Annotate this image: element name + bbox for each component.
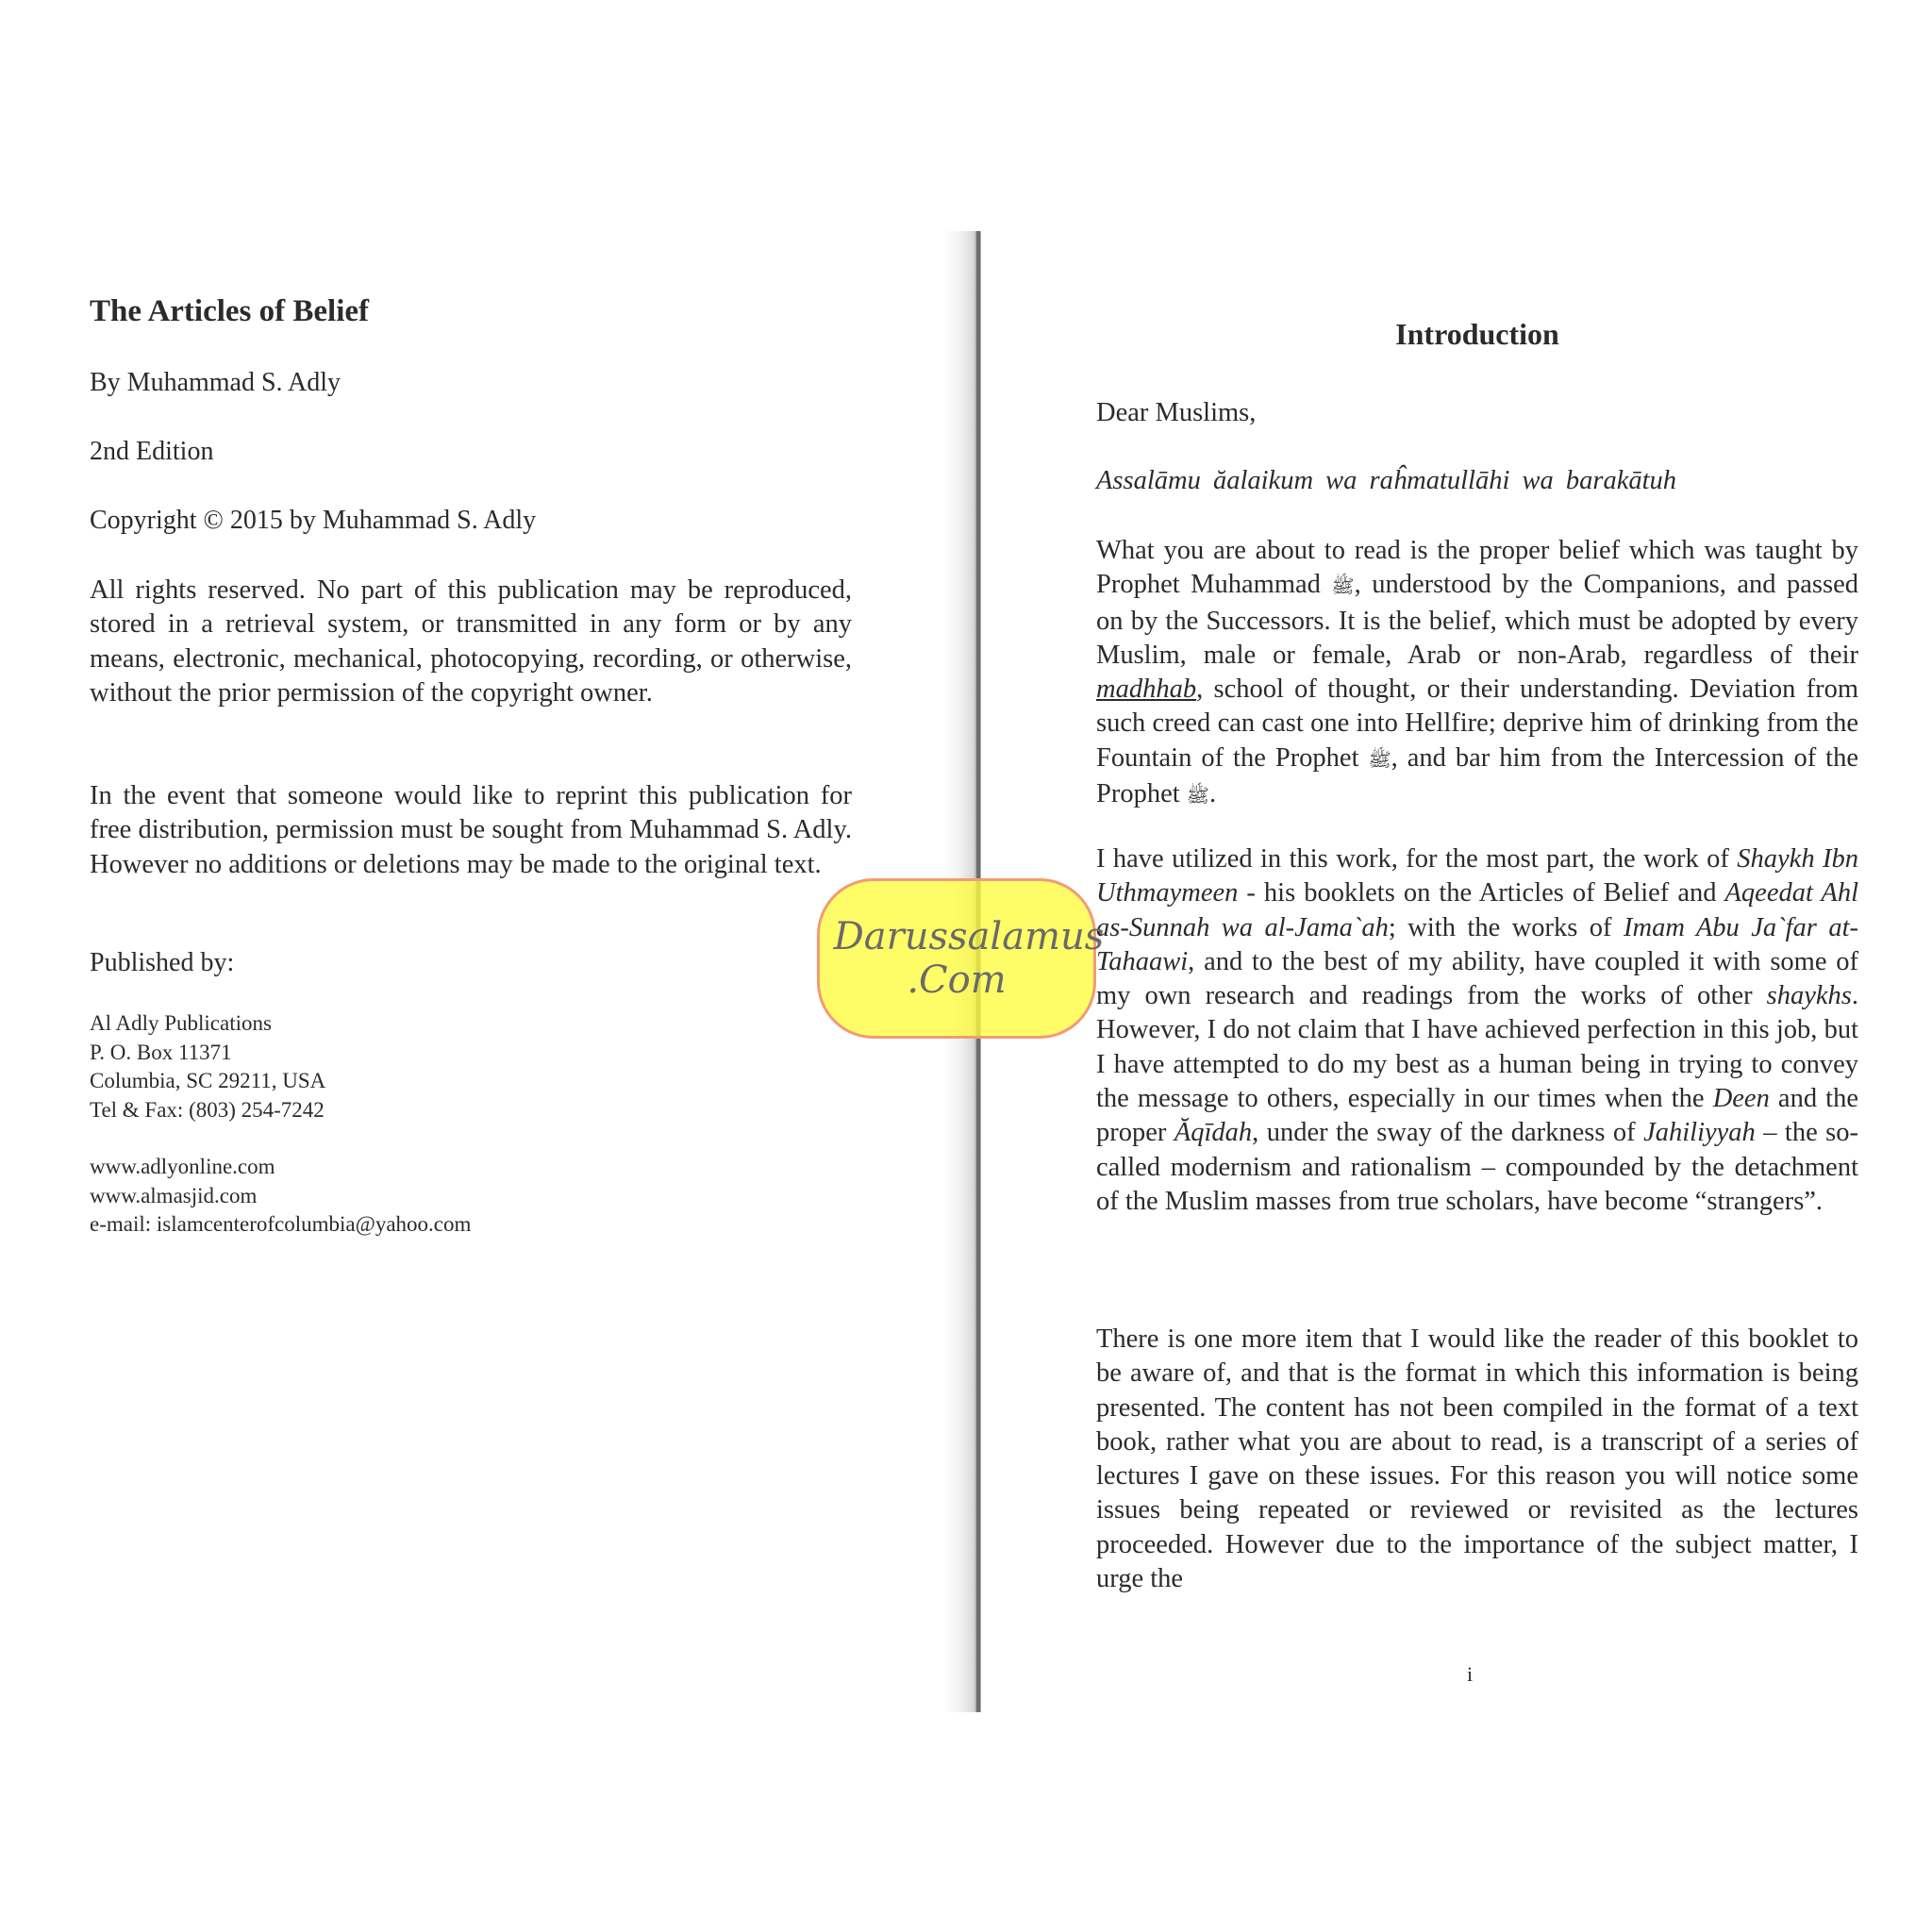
text-run: , school of thought, or their understanding. Deviation from such creed can cast one into Hellfire; deprive him of drinking from the Fountain of the Prophet — [1096, 675, 1858, 773]
text-run: , and to the best of my ability, have coupled it with some of my own research and readings from the works of other — [1096, 946, 1858, 1011]
edition: 2nd Edition — [90, 437, 214, 466]
intro-paragraph-3: There is one more item that I would like the reader of this booklet to be aware of, and that is the format in which this information is being presented. The content has not been compiled in the format of a text book, rather what you are about to read, is a transcript of a series of lectures I gave on these issues. For this reason you will notice some issues being repeated or reviewed or revisited as the lectures proceeded. However due to the importance of the subject matter, I urge the — [1096, 1324, 1858, 1594]
rights-paragraph: All rights reserved. No part of this publication may be reproduced, stored in a retrieval system, or transmitted in any form or by any means, electronic, mechanical, photocopying, recording, or otherwise, without the prior permission of the copyright owner. — [90, 575, 852, 708]
greeting: Assalāmu ăalaikum wa raĥmatullāhi wa barakātuh — [1096, 466, 1677, 495]
term-madhhab: madhhab — [1096, 675, 1197, 705]
email-link[interactable]: e-mail: islamcenterofcolumbia@yahoo.com — [90, 1212, 472, 1236]
text-run: I have utilized in this work, for the most part, the work of — [1096, 844, 1738, 874]
term-deen: Deen — [1712, 1084, 1770, 1114]
watermark-badge — [817, 878, 1105, 1039]
author-line: By Muhammad S. Adly — [90, 368, 341, 397]
watermark-text-line2: .Com — [907, 958, 1007, 1002]
publisher-phone: Tel & Fax: (803) 254-7242 — [90, 1097, 325, 1122]
publisher-links — [90, 1153, 852, 1240]
watermark-text-line1: Darussalamus — [833, 915, 1105, 958]
term-imam: Imam Abu Ja`far at-Tahaawi — [1096, 912, 1859, 976]
text-run: . — [1208, 779, 1217, 809]
term-aqidah: Ăqīdah — [1174, 1118, 1253, 1148]
salawat-icon: ﷺ — [1331, 576, 1355, 598]
term-shaykh: Shaykh Ibn Uthmaymeen — [1096, 844, 1858, 908]
intro-paragraph-2 — [1096, 842, 1858, 1219]
salutation: Dear Muslims, — [1096, 398, 1257, 427]
publisher-address — [90, 1009, 852, 1124]
website-link-adlyonline[interactable]: www.adlyonline.com — [90, 1155, 275, 1178]
text-run: What you are about to read is the proper belief which was taught by Prophet Muhammad — [1096, 536, 1858, 600]
page-heading: Introduction — [1395, 317, 1559, 351]
text-run: , understood by the Companions, and passed on by the Successors. It is the belief, which must be adopted by every Muslim, male or female, Arab or non-Arab, regardless of their — [1096, 570, 1858, 670]
intro-paragraph-1 — [1096, 534, 1858, 813]
term-jahiliyyah: Jahiliyyah — [1643, 1118, 1756, 1148]
term-aqeedat: Aqeedat Ahl as-Sunnah wa al-Jama`ah — [1096, 878, 1858, 942]
text-run: ; with the works of — [1388, 912, 1624, 942]
term-shaykhs: shaykhs — [1766, 981, 1852, 1011]
text-run: . However, I do not claim that I have achieved perfection in this job, but I have attempted to do my best as a human being in trying to convey the message to others, especially in our times when the — [1096, 981, 1858, 1114]
website-link-almasjid[interactable]: www.almasjid.com — [90, 1183, 258, 1208]
reprint-paragraph: In the event that someone would like to reprint this publication for free distribution, permission must be sought from Muhammad S. Adly. However no additions or deletions may be made to the original text. — [90, 781, 852, 879]
published-by-label: Published by: — [90, 948, 235, 977]
text-run: – the so-called modernism and rationalism – compounded by the detachment of the Muslim masses from true scholars, have become “strangers”. — [1096, 1118, 1859, 1216]
text-run: - his booklets on the Articles of Belief and — [1238, 878, 1725, 908]
text-run: and the proper — [1096, 1084, 1858, 1148]
salawat-icon: ﷺ — [1368, 749, 1391, 771]
salawat-icon: ﷺ — [1186, 786, 1209, 808]
publisher-po-box: P. O. Box 11371 — [90, 1040, 232, 1064]
page-number: i — [1467, 1662, 1474, 1686]
copyright-notice: Copyright © 2015 by Muhammad S. Adly — [90, 506, 537, 535]
book-title: The Articles of Belief — [90, 294, 370, 328]
publisher-city: Columbia, SC 29211, USA — [90, 1069, 326, 1092]
text-run: , under the sway of the darkness of — [1252, 1118, 1644, 1148]
text-run: , and bar him from the Intercession of the Prophet — [1096, 742, 1858, 809]
publisher-name: Al Adly Publications — [90, 1011, 272, 1035]
